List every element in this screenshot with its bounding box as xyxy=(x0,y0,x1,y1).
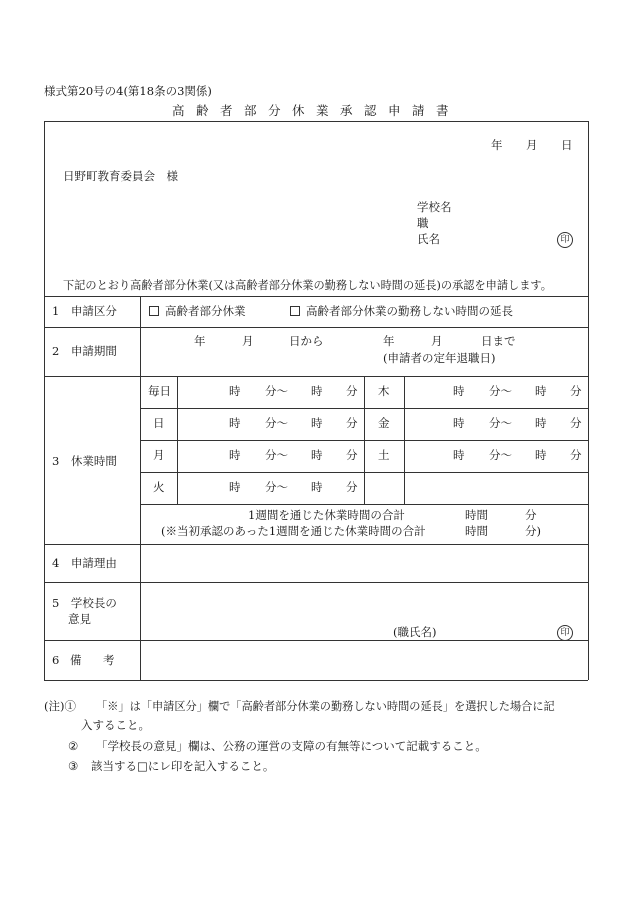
minute-from-label: 分〜 xyxy=(489,416,512,430)
option2-label: 高齢者部分休業の勤務しない時間の延長 xyxy=(306,304,513,318)
frame-left xyxy=(44,121,45,680)
weekly-total-hour: 時間 xyxy=(465,508,488,522)
hour-label: 時 xyxy=(535,384,547,398)
note1-line2: 入すること。 xyxy=(81,718,150,732)
form-title: 高齢者部分休業承認申請書 xyxy=(172,103,461,118)
hour-label: 時 xyxy=(229,480,241,494)
weekly-total-min: 分 xyxy=(525,508,537,522)
minute-label: 分 xyxy=(570,416,582,430)
hour-label: 時 xyxy=(311,480,323,494)
row5-label-line1: 5 学校長の xyxy=(52,596,117,610)
date-day: 日 xyxy=(561,138,573,152)
option1-label: 高齢者部分休業 xyxy=(165,304,246,318)
minute-label: 分 xyxy=(346,416,358,430)
option1-checkbox[interactable] xyxy=(149,306,159,316)
from-year: 年 xyxy=(194,334,206,348)
school-label: 学校名 xyxy=(417,200,452,214)
initial-total-label: (※当初承認のあった1週間を通じた休業時間の合計 xyxy=(161,524,426,538)
row-line-4 xyxy=(44,544,588,545)
row6-label-a: 備 xyxy=(70,653,82,667)
minute-from-label: 分〜 xyxy=(265,480,288,494)
day-column-line-3 xyxy=(404,376,405,504)
hour-label: 時 xyxy=(229,384,241,398)
day-column-line-2 xyxy=(364,376,365,504)
time-line-4 xyxy=(140,504,588,505)
minute-from-label: 分〜 xyxy=(265,416,288,430)
frame-bottom xyxy=(44,680,588,681)
row-line-3 xyxy=(44,376,588,377)
day-saturday: 土 xyxy=(378,448,390,462)
weekly-total-label: 1週間を通じた休業時間の合計 xyxy=(248,508,405,522)
to-year: 年 xyxy=(383,334,395,348)
note2-text: 「学校長の意見」欄は、公務の運営の支障の有無等について記載すること。 xyxy=(96,739,487,753)
option-partial-leave xyxy=(149,306,246,318)
row6-label-num: 6 xyxy=(52,653,60,667)
row5-label-line2: 意見 xyxy=(68,612,91,626)
row3-label: 3 休業時間 xyxy=(52,454,117,468)
addressee: 日野町教育委員会 様 xyxy=(63,169,178,183)
hour-label: 時 xyxy=(311,416,323,430)
row-line-2 xyxy=(44,327,588,328)
row2-label: 2 申請期間 xyxy=(52,344,117,358)
hour-label: 時 xyxy=(311,448,323,462)
notes-prefix: (注)① xyxy=(44,699,76,713)
row-line-5 xyxy=(44,582,588,583)
note3-text: 該当する□にレ印を記入すること。 xyxy=(91,759,275,773)
hour-label: 時 xyxy=(311,384,323,398)
hour-label: 時 xyxy=(453,416,465,430)
name-label: 氏名 xyxy=(417,232,440,246)
minute-label: 分 xyxy=(346,480,358,494)
day-monday: 月 xyxy=(153,448,165,462)
day-everyday: 毎日 xyxy=(148,384,171,398)
form-number: 様式第20号の4(第18条の3関係) xyxy=(44,84,212,98)
note1-line1: 「※」は「申請区分」欄で「高齢者部分休業の勤務しない時間の延長」を選択した場合に記 xyxy=(96,700,555,713)
minute-label: 分 xyxy=(346,384,358,398)
hour-label: 時 xyxy=(453,384,465,398)
hour-label: 時 xyxy=(229,448,241,462)
option-extension xyxy=(290,306,513,318)
date-year: 年 xyxy=(491,138,503,152)
hour-label: 時 xyxy=(229,416,241,430)
minute-from-label: 分〜 xyxy=(489,448,512,462)
day-sunday: 日 xyxy=(153,416,165,430)
to-day: 日まで xyxy=(481,334,516,348)
from-day: 日から xyxy=(289,334,324,348)
day-column-line-1 xyxy=(177,376,178,504)
initial-total-hour: 時間 xyxy=(465,524,488,538)
hour-label: 時 xyxy=(535,448,547,462)
minute-from-label: 分〜 xyxy=(489,384,512,398)
note3-number: ③ xyxy=(68,759,79,773)
minute-label: 分 xyxy=(570,448,582,462)
principal-seal: 印 xyxy=(557,625,573,641)
minute-label: 分 xyxy=(346,448,358,462)
day-tuesday: 火 xyxy=(153,480,165,494)
frame-right xyxy=(588,121,589,680)
minute-label: 分 xyxy=(570,384,582,398)
day-friday: 金 xyxy=(378,416,390,430)
position-label: 職 xyxy=(417,216,429,230)
note2-number: ② xyxy=(68,739,79,753)
row-line-1 xyxy=(44,296,588,297)
to-month: 月 xyxy=(431,334,443,348)
minute-from-label: 分〜 xyxy=(265,448,288,462)
hour-label: 時 xyxy=(453,448,465,462)
hour-label: 時 xyxy=(535,416,547,430)
row-line-6 xyxy=(44,640,588,641)
row6-label-b: 考 xyxy=(103,653,115,667)
principal-signer: (職氏名) xyxy=(393,625,437,639)
frame-top xyxy=(44,121,588,122)
initial-total-min: 分) xyxy=(525,524,541,538)
date-month: 月 xyxy=(526,138,538,152)
from-month: 月 xyxy=(242,334,254,348)
label-column-line xyxy=(140,296,141,680)
retirement-note: (申請者の定年退職日) xyxy=(383,351,496,365)
applicant-seal: 印 xyxy=(557,232,573,248)
row4-label: 4 申請理由 xyxy=(52,556,117,570)
request-text: 下記のとおり高齢者部分休業(又は高齢者部分休業の勤務しない時間の延長)の承認を申請します。 xyxy=(63,279,552,292)
row1-label: 1 申請区分 xyxy=(52,304,117,318)
option2-checkbox[interactable] xyxy=(290,306,300,316)
day-thursday: 木 xyxy=(378,384,390,398)
minute-from-label: 分〜 xyxy=(265,384,288,398)
